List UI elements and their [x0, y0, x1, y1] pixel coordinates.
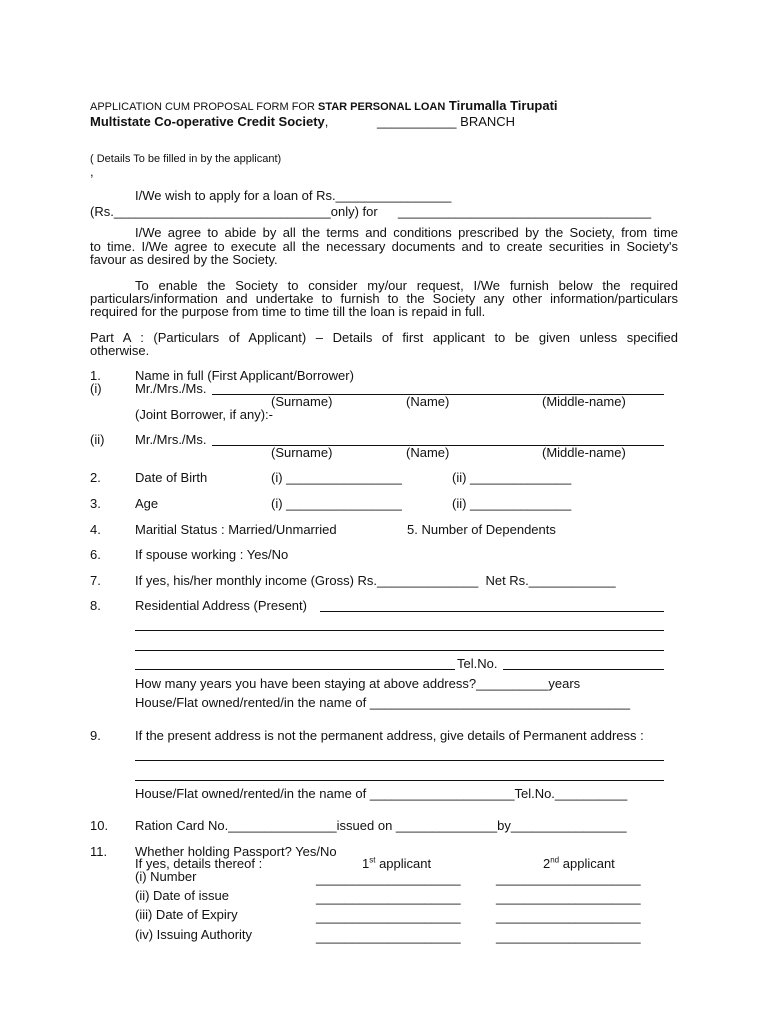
loan-type: STAR PERSONAL LOAN — [317, 101, 446, 113]
passport-expiry-field-1[interactable]: ____________________ — [316, 909, 461, 924]
part-a-line-2: otherwise. — [90, 343, 150, 358]
age-field-2[interactable]: (ii) ______________ — [452, 496, 572, 511]
joint-title-label: Mr./Mrs./Ms. — [135, 432, 207, 447]
dob-field-1[interactable]: (i) ________________ — [271, 470, 402, 485]
issuing-authority-label: (iv) Issuing Authority — [135, 927, 253, 942]
item-number-1: 1. — [90, 368, 101, 383]
joint-borrower-label: (Joint Borrower, if any):- — [135, 407, 273, 422]
enable-line-3: required for the purpose from time to time till the loan is repaid in full. — [90, 304, 486, 319]
name-caption: (Name) — [406, 394, 450, 409]
passport-details-label: If yes, details thereof : — [135, 856, 263, 871]
item-number-8: 8. — [90, 598, 101, 613]
form-title-line1 — [90, 99, 558, 114]
permanent-address-field-2[interactable] — [135, 780, 664, 781]
agree-line-1: I/We agree to abide by all the terms and conditions prescribed by the Society, from time — [135, 225, 678, 240]
passport-expiry-label: (iii) Date of Expiry — [135, 907, 238, 922]
item-number-4: 4. — [90, 522, 101, 537]
permanent-house-line[interactable]: House/Flat owned/rented/in the name of ____________________Tel.No.__________ — [135, 786, 628, 801]
loan-purpose-line[interactable]: ___________________________________ — [398, 204, 652, 219]
branch-label: BRANCH — [460, 114, 516, 129]
loan-amount-line[interactable]: I/We wish to apply for a loan of Rs.________________ — [135, 188, 452, 203]
issuing-authority-field-1[interactable]: ____________________ — [316, 929, 461, 944]
item-number-6: 6. — [90, 547, 101, 562]
marital-status-label[interactable]: Maritial Status : Married/Unmarried — [135, 522, 337, 537]
item-number-11: 11. — [90, 844, 108, 859]
instruction-note: ( Details To be filled in by the applicant) — [90, 153, 282, 165]
part-a-line-1: Part A : (Particulars of Applicant) – Details of first applicant to be given unless specified — [90, 330, 678, 345]
passport-issue-label: (ii) Date of issue — [135, 888, 229, 903]
monthly-income-line[interactable]: If yes, his/her monthly income (Gross) Rs.______________ Net Rs.____________ — [135, 573, 616, 588]
permanent-address-label: If the present address is not the permanent address, give details of Permanent address : — [135, 728, 644, 743]
name-caption-2: (Name) — [406, 445, 450, 460]
middle-name-caption-2: (Middle-name) — [542, 445, 626, 460]
passport-expiry-field-2[interactable]: ____________________ — [496, 909, 641, 924]
passport-question[interactable]: Whether holding Passport? Yes/No — [135, 844, 337, 859]
item-number-7: 7. — [90, 573, 101, 588]
society-name-part1: Tirumalla Tirupati — [445, 98, 558, 113]
dob-label: Date of Birth — [135, 470, 208, 485]
surname-caption-2: (Surname) — [271, 445, 333, 460]
item-number-3: 3. — [90, 496, 101, 511]
ration-card-line[interactable]: Ration Card No._______________issued on ______________by________________ — [135, 818, 627, 833]
passport-number-label: (i) Number — [135, 869, 197, 884]
address-field-4[interactable] — [135, 669, 455, 670]
dependents-label: 5. Number of Dependents — [407, 522, 556, 537]
agree-line-3: favour as desired by the Society. — [90, 252, 278, 267]
branch-blank[interactable]: ___________ — [377, 114, 457, 129]
enable-line-2: particulars/information and undertake to furnish to the Society any other information/particulars — [90, 291, 678, 306]
spouse-working-label[interactable]: If spouse working : Yes/No — [135, 547, 289, 562]
middle-name-caption: (Middle-name) — [542, 394, 626, 409]
item-roman-i: (i) — [90, 381, 102, 396]
passport-number-field-1[interactable]: ____________________ — [316, 871, 461, 886]
passport-number-field-2[interactable]: ____________________ — [496, 871, 641, 886]
loan-words-line[interactable]: (Rs.______________________________only) for — [90, 204, 378, 219]
passport-issue-field-2[interactable]: ____________________ — [496, 890, 641, 905]
branch-field[interactable] — [377, 115, 515, 129]
house-ownership-line[interactable]: House/Flat owned/rented/in the name of ____________________________________ — [135, 695, 631, 710]
passport-issue-field-1[interactable]: ____________________ — [316, 890, 461, 905]
item-number-9: 9. — [90, 728, 101, 743]
stray-comma: , — [90, 164, 94, 179]
first-applicant-heading: 1st applicant — [362, 855, 432, 871]
item-number-10: 10. — [90, 818, 109, 833]
age-field-1[interactable]: (i) ________________ — [271, 496, 402, 511]
address-field-2[interactable] — [135, 630, 664, 631]
residential-address-label: Residential Address (Present) — [135, 598, 307, 613]
telephone-field[interactable] — [503, 669, 664, 670]
enable-line-1: To enable the Society to consider my/our request, I/We furnish below the required — [135, 278, 678, 293]
years-at-address-line[interactable]: How many years you have been staying at above address?__________years — [135, 676, 581, 691]
item-roman-ii: (ii) — [90, 432, 105, 447]
issuing-authority-field-2[interactable]: ____________________ — [496, 929, 641, 944]
telephone-label: Tel.No. — [457, 656, 498, 671]
society-name-part2: Multistate Co-operative Credit Society — [90, 114, 325, 129]
agree-line-2: to time. I/We agree to execute all the necessary documents and to create securities in Society's — [90, 239, 678, 254]
second-applicant-heading: 2nd applicant — [543, 855, 615, 871]
title-comma: , — [324, 114, 329, 129]
surname-caption: (Surname) — [271, 394, 333, 409]
item-number-2: 2. — [90, 470, 101, 485]
address-field-1[interactable] — [320, 611, 664, 612]
applicant-title-label: Mr./Mrs./Ms. — [135, 381, 207, 396]
dob-field-2[interactable]: (ii) ______________ — [452, 470, 572, 485]
name-in-full-label: Name in full (First Applicant/Borrower) — [135, 368, 354, 383]
age-label: Age — [135, 496, 159, 511]
form-title-prefix: APPLICATION CUM PROPOSAL FORM FOR — [90, 101, 318, 113]
permanent-address-field-1[interactable] — [135, 760, 664, 761]
address-field-3[interactable] — [135, 650, 664, 651]
form-title-line2 — [90, 115, 328, 129]
